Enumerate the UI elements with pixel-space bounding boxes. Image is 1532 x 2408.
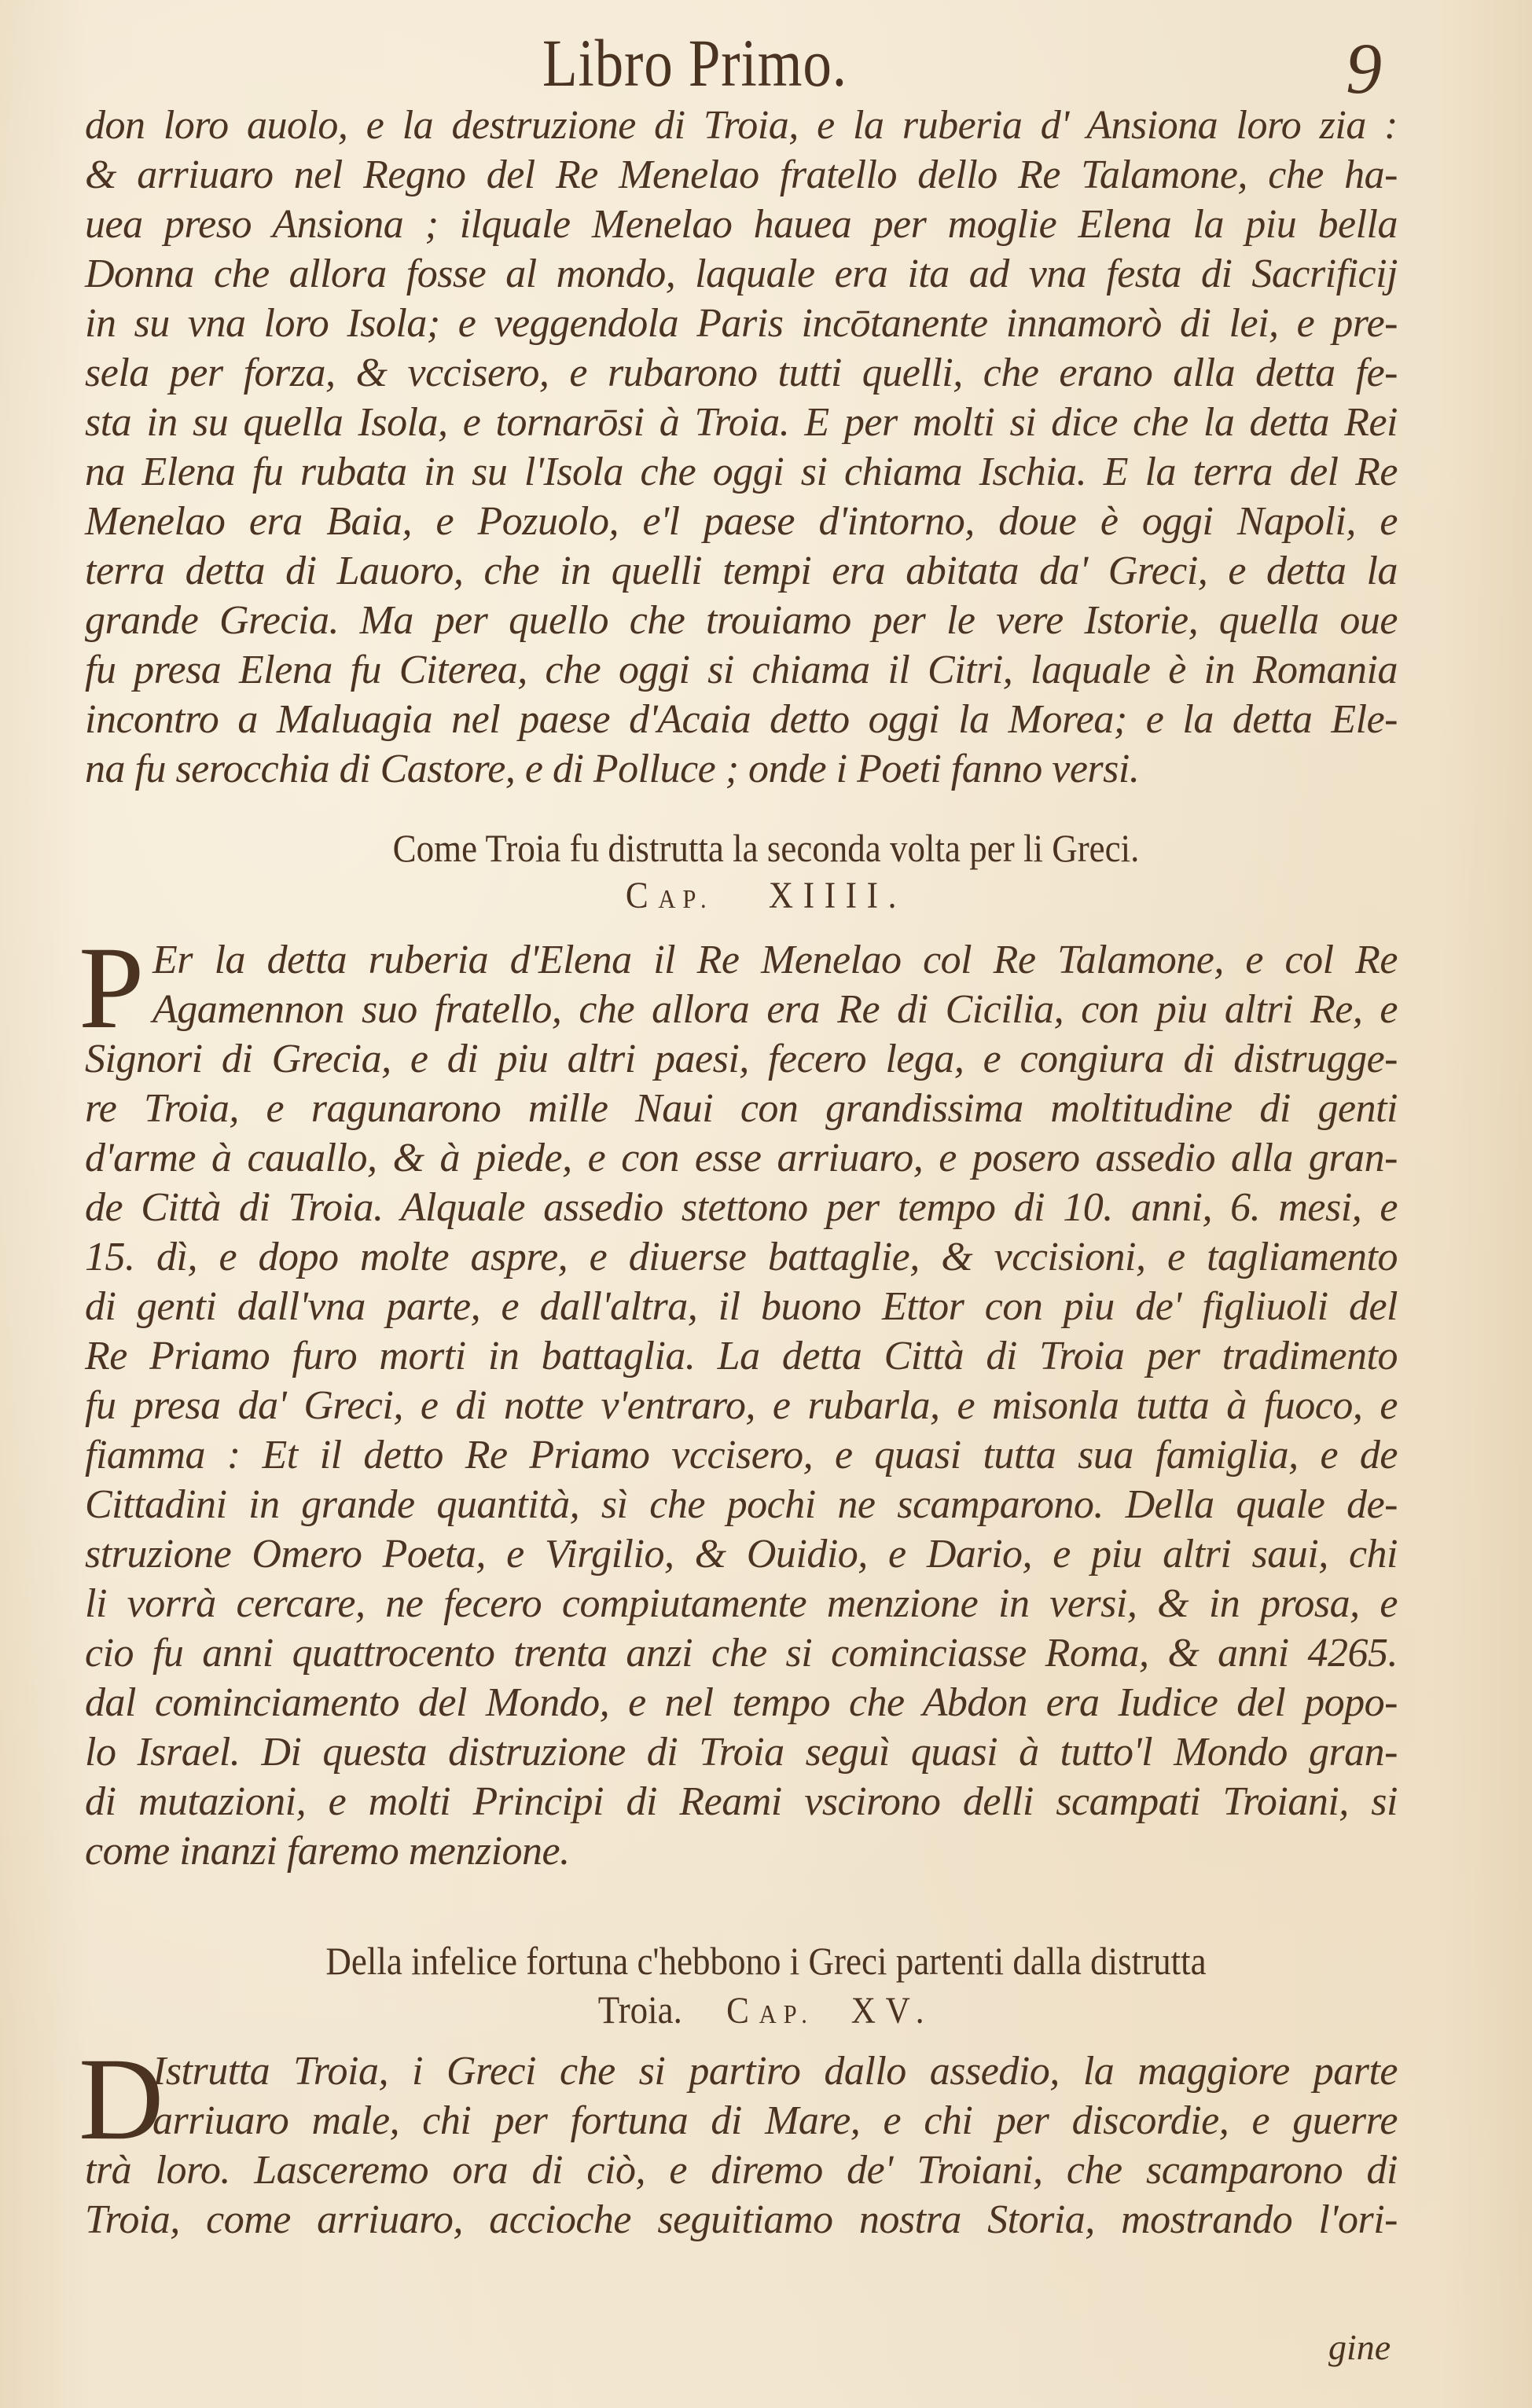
chapter-14-body [79,923,1398,1876]
text-line: incontro a Maluagia nel paese d'Acaia detto oggi la Morea; e la detta Ele- [85,697,1398,742]
text-line: Er la detta ruberia d'Elena il Re Menelao col Re Talamone, e col Re [152,938,1398,982]
chapter-15-title-tail: Troia. [597,1988,682,2032]
text-line: na fu serocchia di Castore, e di Polluce ; onde i Poeti fanno versi. [85,747,1140,791]
text-line: Istrutta Troia, i Greci che si partiro dallo assedio, la maggiore parte [152,2049,1398,2094]
cap-small: AP. [658,885,714,914]
chapter-14-label [76,874,1455,917]
text-line: sta in su quella Isola, e tornarōsi à Troia. E per molti si dice che la detta Rei [85,400,1398,445]
text-line: fiamma : Et il detto Re Priamo vccisero, e quasi tutta sua famiglia, e de [85,1433,1398,1477]
text-line: lo Israel. Di questa distruzione di Troia seguì quasi à tutto'l Mondo gran- [85,1730,1398,1775]
cap-number: XIIII. [768,875,907,916]
text-line: don loro auolo, e la destruzione di Troia, e la ruberia d' Ansiona loro zia : [85,103,1398,148]
text-line: di mutazioni, e molti Principi di Reami vscirono delli scampati Troiani, si [85,1779,1398,1824]
drop-cap-p: P [79,923,145,1053]
running-head [0,17,1532,108]
text-line: grande Grecia. Ma per quello che trouiamo per le vere Istorie, quella oue [85,598,1398,643]
text-line: d'arme à cauallo, & à piede, e con esse arriuaro, e posero assedio alla gran- [85,1136,1398,1180]
chapter-14-title: Come Troia fu distrutta la seconda volta per li Greci. [392,826,1140,870]
running-title: Libro Primo. [542,25,847,101]
text-line: fu presa Elena fu Citerea, che oggi si chiama il Citri, laquale è in Romania [85,648,1398,692]
text-line: Signori di Grecia, e di piu altri paesi, fecero lega, e congiura di distrugge- [85,1037,1398,1081]
text-line: Cittadini in grande quantità, sì che pochi ne scamparono. Della quale de- [85,1482,1398,1527]
chapter-15-title-line-2 [76,1987,1455,2032]
drop-cap-d: D [79,2034,164,2164]
text-line: cio fu anni quattrocento trenta anzi che si cominciasse Roma, & anni 4265. [85,1631,1398,1676]
paragraph-continuation [85,101,1398,794]
cap-prefix: C [625,875,659,916]
text-line: Re Priamo furo morti in battaglia. La detta Città di Troia per tradimento [85,1334,1398,1378]
text-line: li vorrà cercare, ne fecero compiutamente menzione in versi, & in prosa, e [85,1581,1398,1626]
page-number: 9 [1346,28,1382,108]
text-line: Troia, come arriuaro, accioche seguitiamo nostra Storia, mostrando l'ori- [85,2197,1398,2242]
chapter-15-title: Della infelice fortuna c'hebbono i Greci partenti dalla distrutta [325,1939,1207,1983]
text-line: fu presa da' Greci, e di notte v'entraro, e rubarla, e misonla tutta à fuoco, e [85,1383,1398,1428]
text-line: arriuaro male, chi per fortuna di Mare, e chi per discordie, e guerre [152,2098,1398,2143]
text-line: Agamennon suo fratello, che allora era Re di Cicilia, con piu altri Re, e [152,987,1398,1032]
text-line: terra detta di Lauoro, che in quelli tempi era abitata da' Greci, e detta la [85,549,1398,593]
text-line: 15. dì, e dopo molte aspre, e diuerse battaglie, & vccisioni, e tagliamento [85,1235,1398,1279]
text-line: trà loro. Lasceremo ora di ciò, e diremo de' Troiani, che scamparono di [85,2148,1398,2193]
text-line: di genti dall'vna parte, e dall'altra, il buono Ettor con piu de' figliuoli del [85,1284,1398,1329]
cap-prefix: C [726,1990,759,2032]
text-line: sela per forza, & vccisero, e rubarono tutti quelli, che erano alla detta fe- [85,351,1398,395]
text-line: Donna che allora fosse al mondo, laquale era ita ad vna festa di Sacrificij [85,251,1398,296]
text-line: in su vna loro Isola; e veggendola Paris incōtanente innamorò di lei, e pre- [85,301,1398,346]
catchword: gine [1328,2327,1391,2367]
text-line: na Elena fu rubata in su l'Isola che oggi si chiama Ischia. E la terra del Re [85,450,1398,494]
text-line: dal cominciamento del Mondo, e nel tempo che Abdon era Iudice del popo- [85,1680,1398,1725]
chapter-15-label [726,1990,934,2032]
chapter-15-body [79,2034,1398,2245]
text-line: de Città di Troia. Alquale assedio stettono per tempo di 10. anni, 6. mesi, e [85,1185,1398,1230]
text-line: struzione Omero Poeta, e Virgilio, & Ouidio, e Dario, e piu altri saui, chi [85,1532,1398,1577]
text-line: & arriuaro nel Regno del Re Menelao fratello dello Re Talamone, che ha- [85,152,1398,197]
cap-number: XV. [850,1990,935,2032]
text-line: come inanzi faremo menzione. [85,1829,570,1874]
text-line: re Troia, e ragunarono mille Naui con grandissima moltitudine di genti [85,1086,1398,1131]
text-line: uea preso Ansiona ; ilquale Menelao hauea per moglie Elena la piu bella [85,202,1398,247]
cap-small: AP. [759,2000,814,2029]
text-line: Menelao era Baia, e Pozuolo, e'l paese d'intorno, doue è oggi Napoli, e [85,499,1398,544]
